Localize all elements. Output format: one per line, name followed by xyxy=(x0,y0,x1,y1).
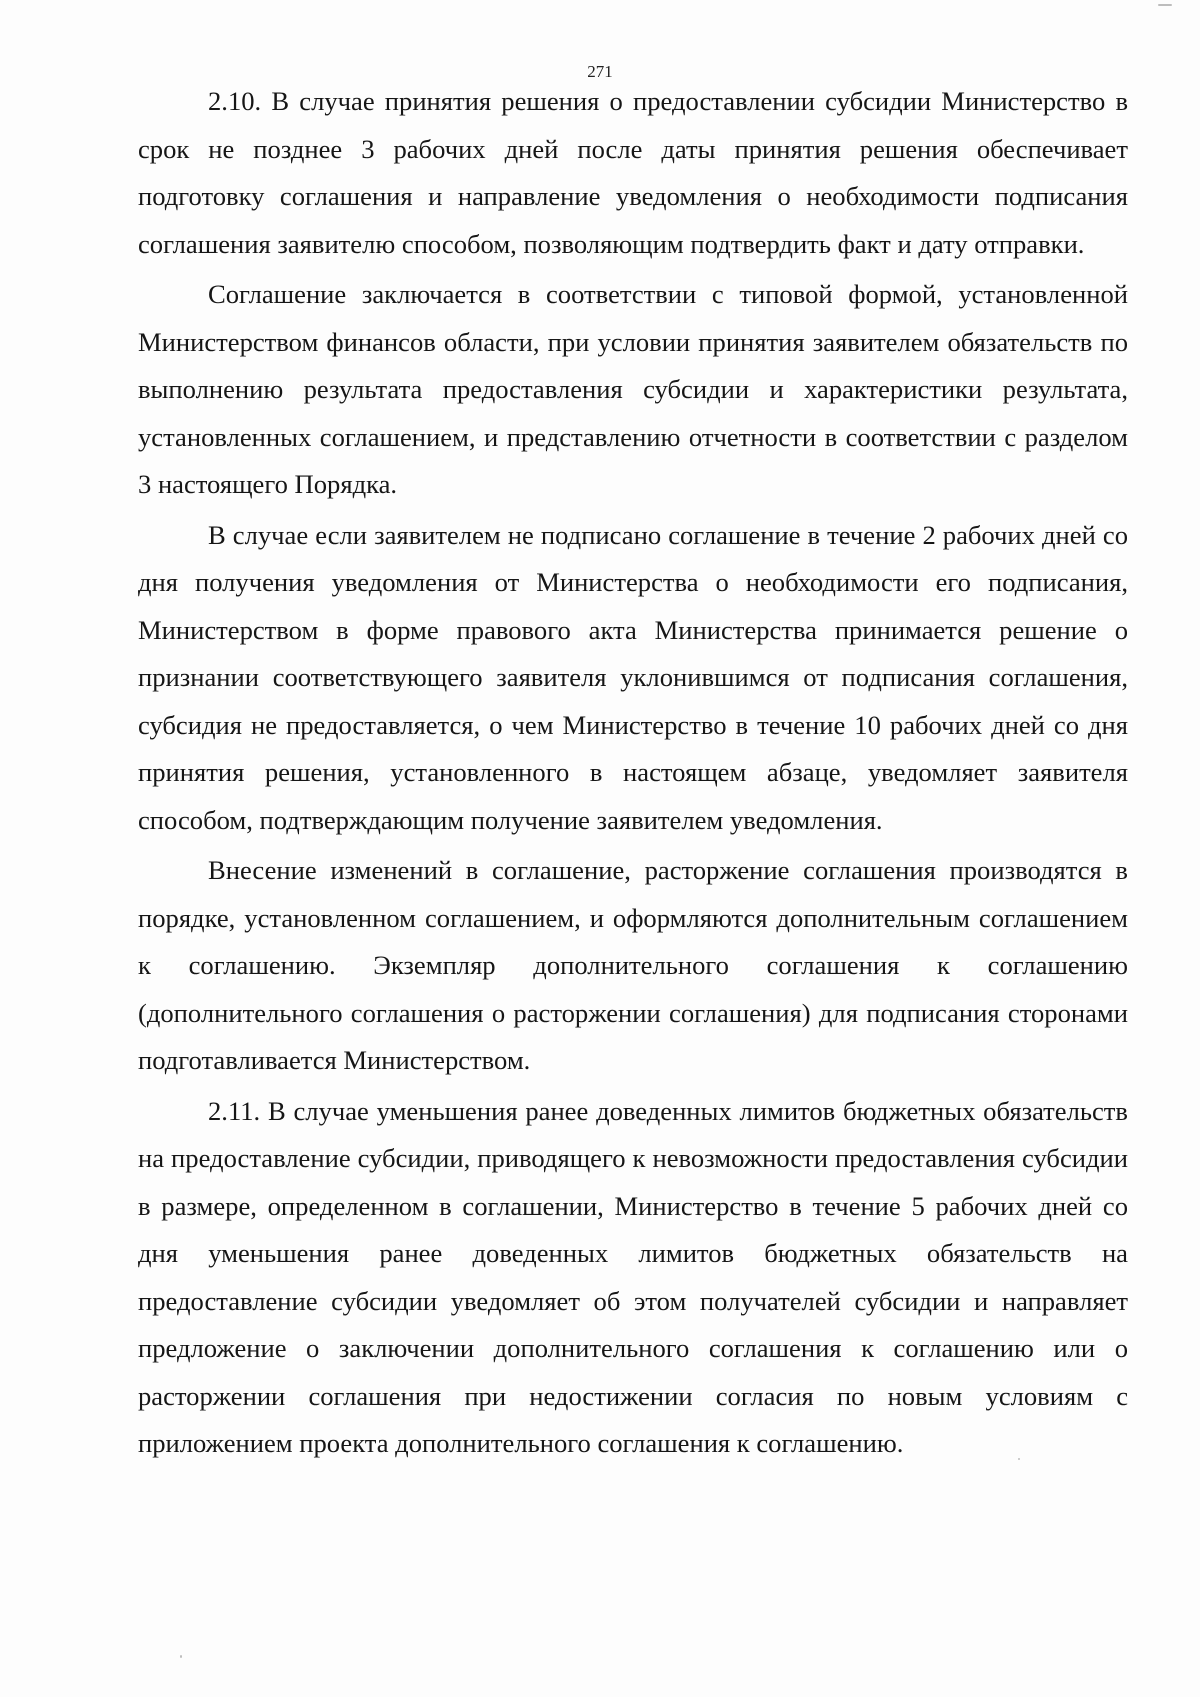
scan-artifact xyxy=(1018,1458,1020,1460)
paragraph-agreement-changes: Внесение изменений в соглашение, расторжение соглашения производятся в порядке, установленном соглашением, и оформляются дополнительным соглашением к соглашению. Экземпляр дополнительного соглашения к соглашению (дополнительного соглашения о расторжении соглашения) для подписания сторонами подготавливается Министерством. xyxy=(138,855,1128,1075)
paragraph-agreement-form: Соглашение заключается в соответствии с типовой формой, установленной Министерством финансов области, при условии принятия заявителем обязательств по выполнению результата предоставления субсидии и характеристики результата, установленных соглашением, и представлению отчетности в соответствии с разделом 3 настоящего Порядка. xyxy=(138,279,1128,499)
page-number: 271 xyxy=(587,62,613,81)
scan-artifact xyxy=(180,1655,182,1658)
document-body xyxy=(138,78,1128,1471)
paragraph-unsigned-agreement: В случае если заявителем не подписано соглашение в течение 2 рабочих дней со дня получения уведомления от Министерства о необходимости его подписания, Министерством в форме правового акта Министерства принимается решение о признании соответствующего заявителя уклонившимся от подписания соглашения, субсидия не предоставляется, о чем Министерство в течение 10 рабочих дней со дня принятия решения, установленного в настоящем абзаце, уведомляет заявителя способом, подтверждающим получение заявителем уведомления. xyxy=(138,519,1128,835)
paragraph-2-10: 2.10. В случае принятия решения о предоставлении субсидии Министерство в срок не позднее 3 рабочих дней после даты принятия решения обеспечивает подготовку соглашения и направление уведомления о необходимости подписания соглашения заявителю способом, позволяющим подтвердить факт и дату отправки. xyxy=(138,86,1128,259)
paragraph-2-11: 2.11. В случае уменьшения ранее доведенных лимитов бюджетных обязательств на предоставление субсидии, приводящего к невозможности предоставления субсидии в размере, определенном в соглашении, Министерство в течение 5 рабочих дней со дня уменьшения ранее доведенных лимитов бюджетных обязательств на предоставление субсидии уведомляет об этом получателей субсидии и направляет предложение о заключении дополнительного соглашения к соглашению или о расторжении соглашения при недостижении согласия по новым условиям с приложением проекта дополнительного соглашения к соглашению. xyxy=(138,1095,1128,1458)
scan-artifact xyxy=(1158,4,1172,6)
